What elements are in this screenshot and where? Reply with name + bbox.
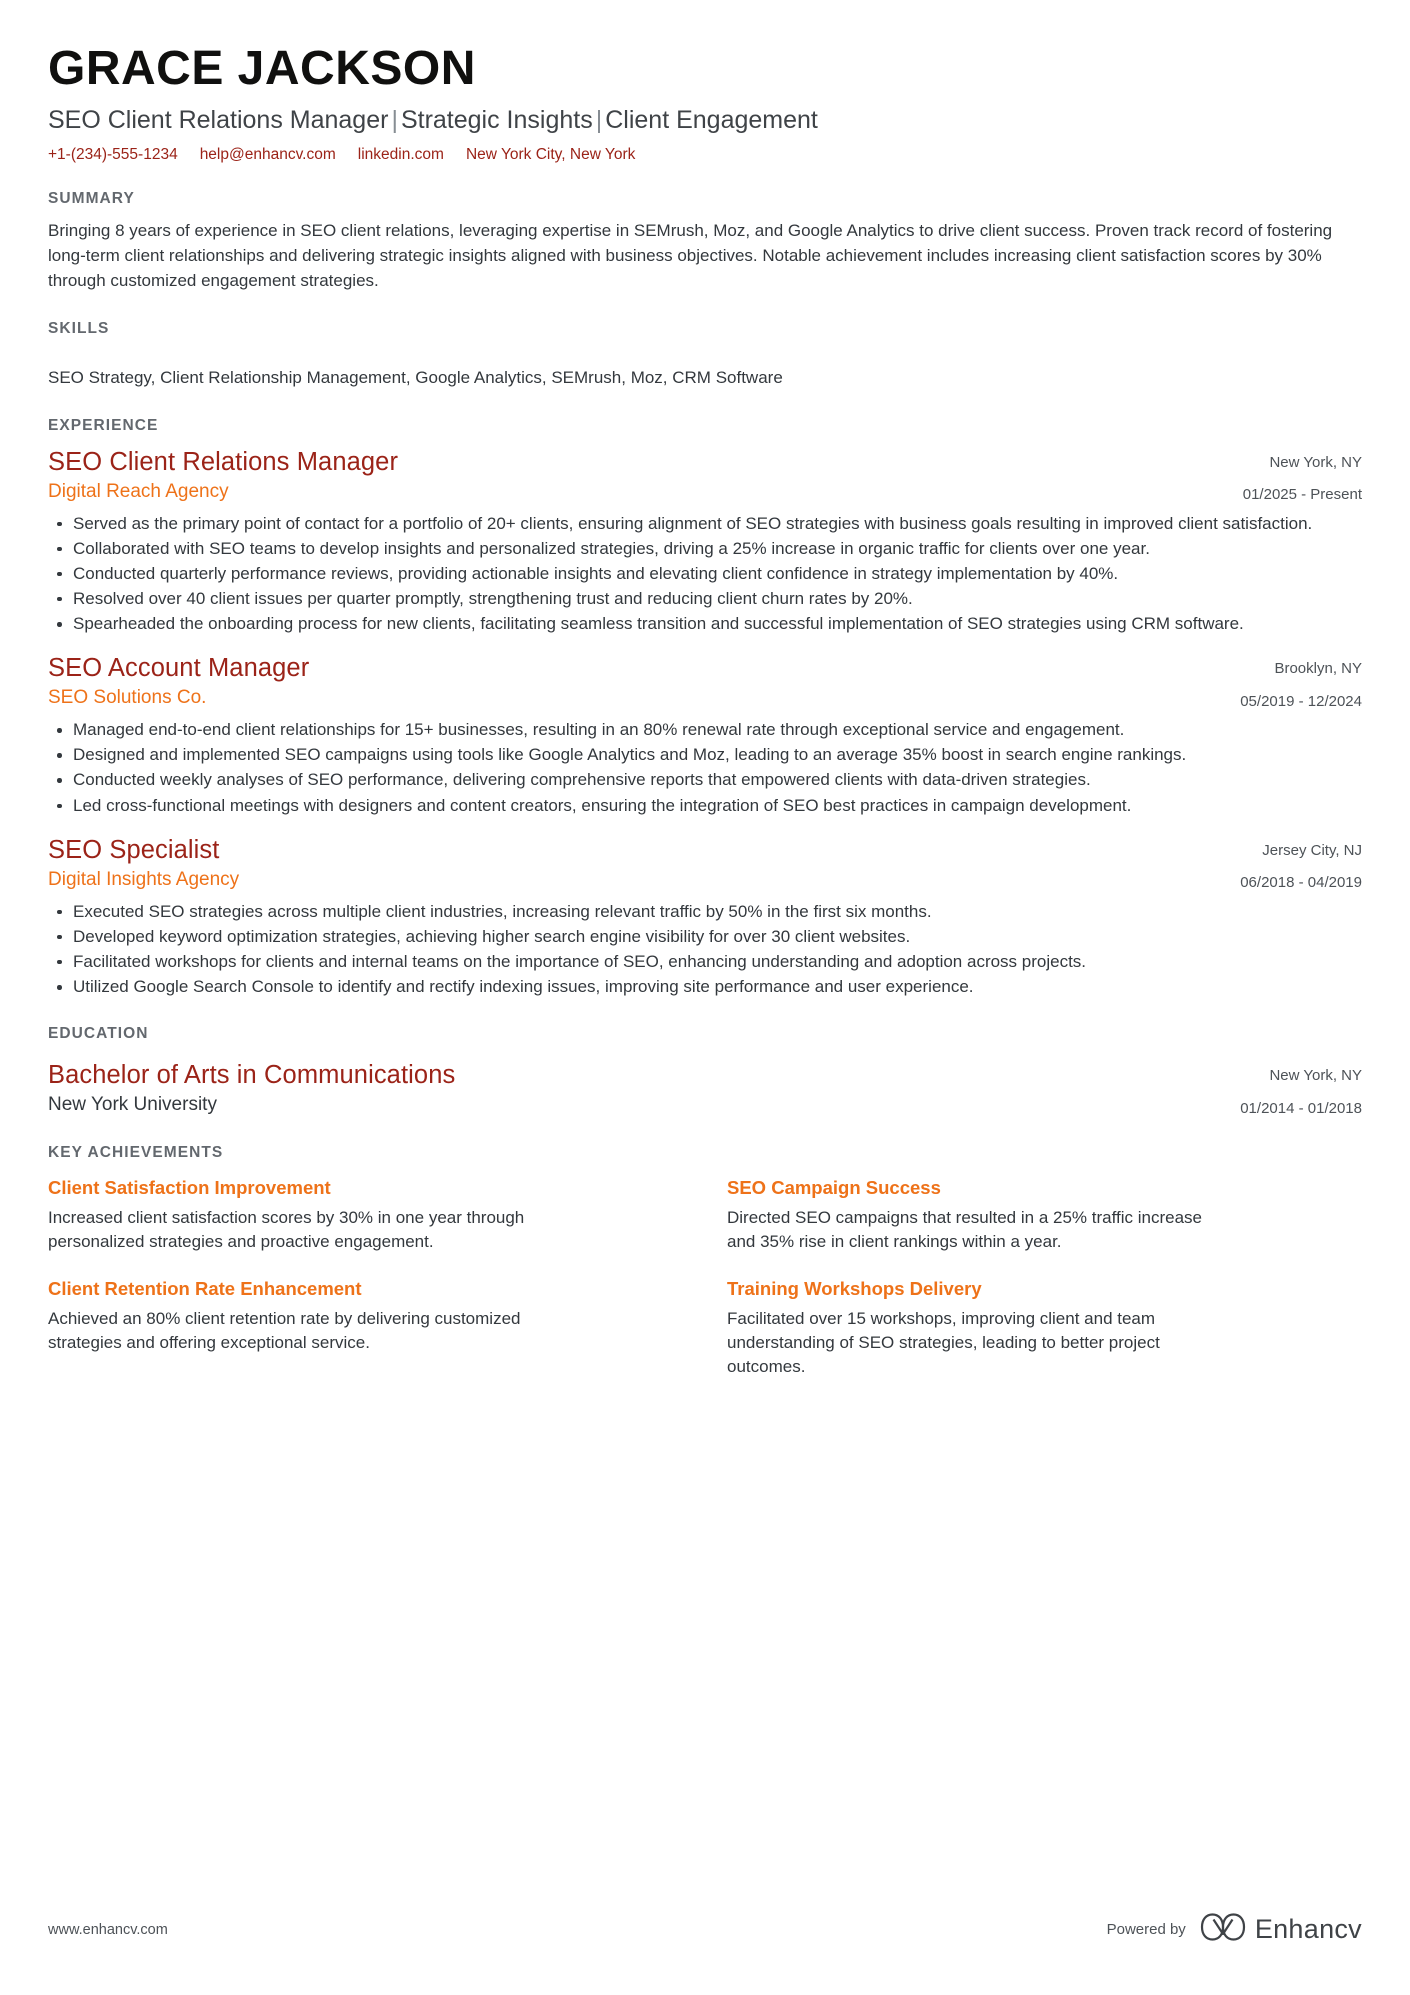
contact-linkedin[interactable]: linkedin.com (357, 146, 444, 163)
education-entry-meta (1216, 1060, 1362, 1118)
job-dates: 06/2018 - 04/2019 (1240, 874, 1362, 892)
job-title: SEO Specialist (48, 835, 220, 864)
achievement-description: Facilitated over 15 workshops, improving client and team understanding of SEO strategies, leading to better project outcomes. (727, 1308, 1160, 1376)
resume-header (48, 42, 1362, 164)
experience-entry-main (48, 447, 1219, 505)
job-dates: 05/2019 - 12/2024 (1240, 692, 1362, 710)
summary-text: Bringing 8 years of experience in SEO client relations, leveraging expertise in SEMrush, Moz, and Google Analytics to drive client success. Proven track record of fostering long-term client relationships and delivering strategic insights aligned with business objectives. Notable achievement includes increasing client satisfaction scores by 30% through customized engagement strategies. (48, 221, 1333, 290)
job-bullet: Served as the primary point of contact for a portfolio of 20+ clients, ensuring alignment of SEO strategies with business goals resulting in improved client satisfaction. (48, 512, 1362, 536)
job-bullet: Developed keyword optimization strategies, achieving higher search engine visibility for over 30 client websites. (48, 925, 1362, 949)
experience-entry-meta (1216, 835, 1362, 893)
education-heading: EDUCATION (48, 1025, 149, 1043)
experience-entry-head (48, 653, 1362, 711)
key-achievements-heading: KEY ACHIEVEMENTS (48, 1144, 224, 1162)
enhancv-logo (1200, 1912, 1362, 1947)
company-name: Digital Insights Agency (48, 868, 240, 890)
job-title: SEO Account Manager (48, 654, 310, 683)
job-bullet: Spearheaded the onboarding process for new clients, facilitating seamless transition and successful implementation of SEO strategies using CRM software. (48, 612, 1362, 636)
job-location: Jersey City, NJ (1262, 841, 1362, 859)
job-dates: 01/2025 - Present (1242, 486, 1362, 504)
headline-part-2: Strategic Insights (400, 105, 593, 134)
summary-section (48, 190, 1362, 294)
footer-website-url[interactable]: www.enhancv.com (48, 1921, 168, 1938)
achievement-title: SEO Campaign Success (727, 1177, 941, 1199)
job-bullet: Facilitated workshops for clients and internal teams on the importance of SEO, enhancing understanding and adoption across projects. (48, 950, 1362, 974)
job-bullet: Conducted quarterly performance reviews, providing actionable insights and elevating client confidence in strategy implementation by 40%. (48, 562, 1362, 586)
experience-entry-main (48, 835, 1216, 893)
job-bullets (48, 512, 1362, 637)
contact-email[interactable]: help@enhancv.com (199, 146, 336, 163)
experience-entry-head (48, 447, 1362, 505)
achievement-title: Client Retention Rate Enhancement (48, 1277, 362, 1299)
education-entry-main (48, 1060, 1216, 1118)
headline-separator-1: | (391, 105, 398, 134)
experience-entry (48, 653, 1362, 818)
page-footer (48, 1912, 1362, 1947)
job-bullets (48, 900, 1362, 1000)
school-dates: 01/2014 - 01/2018 (1240, 1099, 1362, 1117)
achievement-description: Directed SEO campaigns that resulted in a 25% traffic increase and 35% rise in client rankings within a year. (727, 1208, 1202, 1252)
experience-entries (48, 447, 1362, 1000)
education-section (48, 1025, 1362, 1118)
enhancv-wordmark: Enhancv (1254, 1914, 1362, 1944)
headline-part-3: Client Engagement (605, 105, 818, 134)
candidate-headline (48, 105, 1362, 136)
job-bullet: Conducted weekly analyses of SEO performance, delivering comprehensive reports that empowered clients with data-driven strategies. (48, 768, 1362, 792)
experience-entry (48, 835, 1362, 1000)
headline-separator-2: | (595, 105, 603, 134)
company-name: SEO Solutions Co. (48, 687, 207, 709)
education-entry-head (48, 1060, 1362, 1118)
contact-phone: +1-(234)-555-1234 (48, 146, 178, 163)
key-achievements-grid (48, 1176, 1362, 1379)
job-title: SEO Client Relations Manager (48, 447, 399, 476)
experience-section (48, 417, 1362, 1000)
company-name: Digital Reach Agency (48, 480, 229, 502)
job-bullets (48, 718, 1362, 818)
job-bullet: Designed and implemented SEO campaigns using tools like Google Analytics and Moz, leading to an average 35% boost in search engine rankings. (48, 743, 1362, 767)
contact-location: New York City, New York (465, 146, 636, 163)
job-bullet: Executed SEO strategies across multiple client industries, increasing relevant traffic by 50% in the first six months. (48, 900, 1362, 924)
key-achievement-item (727, 1277, 1362, 1379)
job-location: New York, NY (1269, 453, 1362, 471)
footer-branding (1107, 1912, 1362, 1947)
key-achievements-section (48, 1144, 1362, 1379)
achievement-title: Client Satisfaction Improvement (48, 1177, 331, 1199)
candidate-name: GRACE JACKSON (48, 42, 476, 95)
job-bullet: Led cross-functional meetings with designers and content creators, ensuring the integration of SEO best practices in campaign development. (48, 794, 1362, 818)
job-bullet: Resolved over 40 client issues per quarter promptly, strengthening trust and reducing client churn rates by 20%. (48, 587, 1362, 611)
headline-part-1: SEO Client Relations Manager (48, 105, 389, 134)
key-achievement-item (727, 1176, 1362, 1254)
achievement-description: Achieved an 80% client retention rate by delivering customized strategies and offering exceptional service. (48, 1308, 521, 1352)
education-entry (48, 1060, 1362, 1118)
job-bullet: Utilized Google Search Console to identify and rectify indexing issues, improving site performance and user experience. (48, 975, 1362, 999)
key-achievement-item (48, 1176, 683, 1254)
job-bullet: Collaborated with SEO teams to develop insights and personalized strategies, driving a 25% increase in organic traffic for clients over one year. (48, 537, 1362, 561)
powered-by-label: Powered by (1106, 1921, 1186, 1938)
school-name: New York University (48, 1094, 217, 1116)
key-achievement-item (48, 1277, 683, 1379)
contact-row (48, 146, 1362, 164)
degree-title: Bachelor of Arts in Communications (48, 1061, 456, 1090)
job-location: Brooklyn, NY (1274, 660, 1362, 678)
experience-heading: EXPERIENCE (48, 416, 159, 434)
skills-text: SEO Strategy, Client Relationship Management, Google Analytics, SEMrush, Moz, CRM Software (48, 367, 783, 387)
experience-entry-meta (1219, 447, 1362, 505)
achievement-description: Increased client satisfaction scores by 30% in one year through personalized strategies and proactive engagement. (48, 1208, 525, 1252)
experience-entry-main (48, 653, 1216, 711)
experience-entry-meta (1216, 653, 1362, 711)
enhancv-mark-icon (1200, 1912, 1246, 1947)
skills-section (48, 320, 1362, 391)
experience-entry-head (48, 835, 1362, 893)
experience-entry (48, 447, 1362, 637)
skills-heading: SKILLS (48, 319, 110, 337)
school-location: New York, NY (1269, 1067, 1362, 1085)
summary-heading: SUMMARY (48, 190, 135, 207)
job-bullet: Managed end-to-end client relationships for 15+ businesses, resulting in an 80% renewal rate through exceptional service and engagement. (48, 718, 1362, 742)
achievement-title: Training Workshops Delivery (727, 1277, 982, 1299)
